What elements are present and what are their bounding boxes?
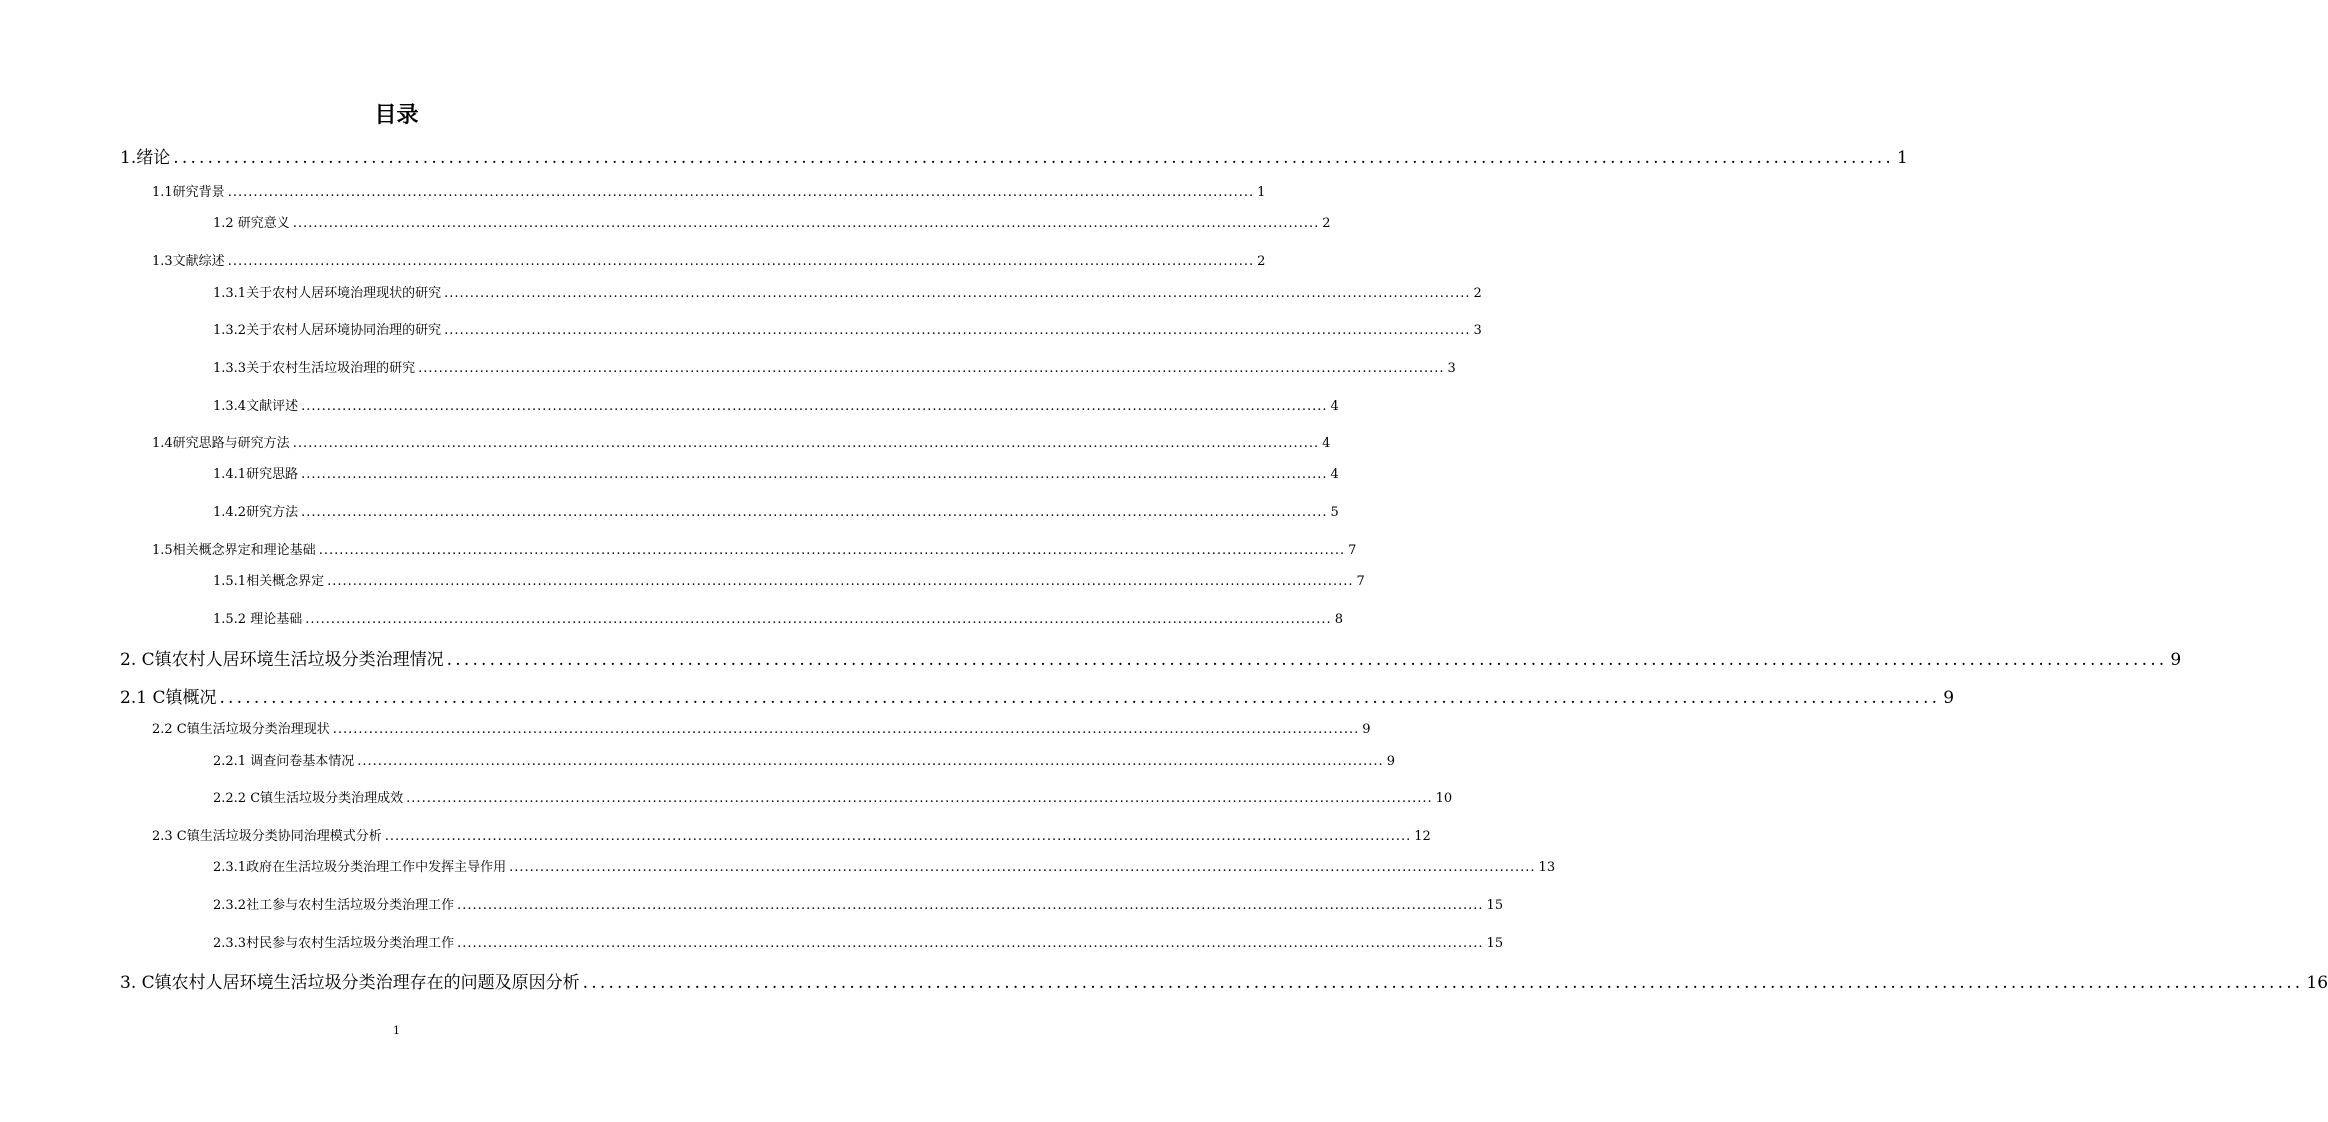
toc-entry-page: 15: [1486, 898, 1504, 913]
toc-leader-dots: ........................................................................................................................................................................................................: [292, 216, 1320, 231]
toc-entry-label: 2.2.2 C镇生活垃圾分类治理成效: [213, 791, 404, 806]
toc-entry-label: 2.3.1政府在生活垃圾分类治理工作中发挥主导作用: [213, 860, 507, 875]
toc-entry-page: 7: [1348, 543, 1357, 558]
toc-entry-label: 1.5.1相关概念界定: [213, 574, 325, 589]
toc-leader-dots: ........................................................................................................................................................................................................: [582, 973, 2304, 993]
toc-entry[interactable]: [213, 463, 1339, 482]
toc-leader-dots: ........................................................................................................................................................................................................: [301, 399, 1328, 414]
toc-entry[interactable]: [213, 357, 1456, 376]
toc-leader-dots: ........................................................................................................................................................................................................: [446, 650, 2168, 670]
toc-entry-label: 1.3.2关于农村人居环境协同治理的研究: [213, 323, 442, 338]
toc-entry[interactable]: [213, 319, 1482, 338]
toc-leader-dots: ........................................................................................................................................................................................................: [444, 323, 1471, 338]
toc-leader-dots: ........................................................................................................................................................................................................: [173, 148, 1894, 168]
toc-entry-label: 1.4研究思路与研究方法: [152, 436, 290, 451]
toc-leader-dots: ........................................................................................................................................................................................................: [327, 574, 1354, 589]
toc-entry[interactable]: [152, 718, 1371, 737]
toc-entry-label: 2.3.2社工参与农村生活垃圾分类治理工作: [213, 898, 455, 913]
toc-entry[interactable]: [213, 894, 1504, 913]
toc-entry[interactable]: [152, 432, 1331, 451]
toc-leader-dots: ........................................................................................................................................................................................................: [305, 612, 1332, 627]
toc-entry-page: 3: [1473, 323, 1482, 338]
toc-entry-page: 4: [1322, 436, 1331, 451]
toc-leader-dots: ........................................................................................................................................................................................................: [227, 254, 1255, 269]
toc-leader-dots: ........................................................................................................................................................................................................: [318, 543, 1346, 558]
toc-leader-dots: ........................................................................................................................................................................................................: [227, 185, 1255, 200]
toc-entry-page: 1: [1897, 148, 1908, 168]
toc-entry-page: 13: [1538, 860, 1556, 875]
toc-entry-page: 1: [1257, 185, 1266, 200]
toc-entry-label: 1.3.4文献评述: [213, 399, 299, 414]
toc-entry-label: 1.2 研究意义: [213, 216, 290, 231]
toc-leader-dots: ........................................................................................................................................................................................................: [301, 505, 1328, 520]
toc-entry-label: 2.1 C镇概况: [120, 688, 217, 708]
toc-entry[interactable]: [213, 932, 1504, 951]
toc-entry-page: 8: [1334, 612, 1343, 627]
toc-entry-label: 1.4.1研究思路: [213, 467, 299, 482]
toc-entry-page: 4: [1330, 399, 1339, 414]
toc-entry[interactable]: [213, 856, 1556, 875]
toc-entry-label: 1.3.1关于农村人居环境治理现状的研究: [213, 286, 442, 301]
toc-entry[interactable]: [213, 212, 1331, 231]
toc-entry-label: 1.5相关概念界定和理论基础: [152, 543, 316, 558]
toc-entry-page: 3: [1447, 361, 1456, 376]
toc-entry-page: 9: [2170, 650, 2182, 670]
toc-entry-label: 1.3.3关于农村生活垃圾治理的研究: [213, 361, 416, 376]
toc-entry-label: 2. C镇农村人居环境生活垃圾分类治理情况: [120, 650, 444, 670]
page-number: 1: [393, 1024, 400, 1037]
toc-entry-page: 7: [1356, 574, 1365, 589]
toc-entry-page: 9: [1386, 754, 1395, 769]
toc-entry[interactable]: [152, 181, 1266, 200]
toc-entry-label: 1.4.2研究方法: [213, 505, 299, 520]
toc-entry-label: 3. C镇农村人居环境生活垃圾分类治理存在的问题及原因分析: [120, 973, 580, 993]
toc-entry-label: 1.3文献综述: [152, 254, 225, 269]
toc-entry-label: 2.3.3村民参与农村生活垃圾分类治理工作: [213, 936, 455, 951]
toc-leader-dots: ........................................................................................................................................................................................................: [332, 722, 1360, 737]
toc-entry-label: 2.2.1 调查问卷基本情况: [213, 754, 355, 769]
toc-entry-label: 1.绪论: [120, 148, 171, 168]
toc-entry[interactable]: [120, 683, 1955, 708]
toc-entry[interactable]: [213, 608, 1343, 627]
toc-leader-dots: ........................................................................................................................................................................................................: [301, 467, 1328, 482]
toc-entry-page: 9: [1362, 722, 1371, 737]
toc-leader-dots: ........................................................................................................................................................................................................: [357, 754, 1384, 769]
toc-entry[interactable]: [120, 968, 2328, 993]
toc-entry[interactable]: [213, 787, 1453, 806]
toc-entry-page: 2: [1322, 216, 1331, 231]
toc-entry-page: 2: [1473, 286, 1482, 301]
toc-entry[interactable]: [213, 570, 1365, 589]
toc-entry-page: 9: [1943, 688, 1955, 708]
toc-entry[interactable]: [152, 250, 1266, 269]
toc-entry[interactable]: [152, 539, 1357, 558]
toc-entry-label: 1.1研究背景: [152, 185, 225, 200]
toc-entry[interactable]: [120, 143, 1908, 168]
toc-entry-page: 10: [1435, 791, 1453, 806]
toc-entry-page: 12: [1414, 829, 1431, 844]
toc-entry[interactable]: [152, 825, 1431, 844]
toc-leader-dots: ........................................................................................................................................................................................................: [384, 829, 1412, 844]
toc-leader-dots: ........................................................................................................................................................................................................: [292, 436, 1320, 451]
toc-entry-label: 1.5.2 理论基础: [213, 612, 303, 627]
toc-entry[interactable]: [213, 501, 1339, 520]
toc-entry-page: 16: [2306, 973, 2328, 993]
toc-entry-label: 2.2 C镇生活垃圾分类治理现状: [152, 722, 330, 737]
toc-entry-page: 5: [1330, 505, 1339, 520]
toc-leader-dots: ........................................................................................................................................................................................................: [457, 898, 1484, 913]
toc-title: 目录: [374, 103, 419, 128]
toc-leader-dots: ........................................................................................................................................................................................................: [457, 936, 1484, 951]
toc-entry[interactable]: [213, 282, 1482, 301]
toc-entry[interactable]: [120, 645, 2182, 670]
toc-leader-dots: ........................................................................................................................................................................................................: [406, 791, 1433, 806]
toc-leader-dots: ........................................................................................................................................................................................................: [444, 286, 1471, 301]
toc-entry-page: 2: [1257, 254, 1266, 269]
toc-entry-label: 2.3 C镇生活垃圾分类协同治理模式分析: [152, 829, 382, 844]
toc-leader-dots: ........................................................................................................................................................................................................: [219, 688, 1941, 708]
toc-leader-dots: ........................................................................................................................................................................................................: [509, 860, 1536, 875]
toc-entry-page: 4: [1330, 467, 1339, 482]
toc-leader-dots: ........................................................................................................................................................................................................: [418, 361, 1445, 376]
toc-entry[interactable]: [213, 750, 1395, 769]
toc-entry-page: 15: [1486, 936, 1504, 951]
toc-entry[interactable]: [213, 395, 1339, 414]
